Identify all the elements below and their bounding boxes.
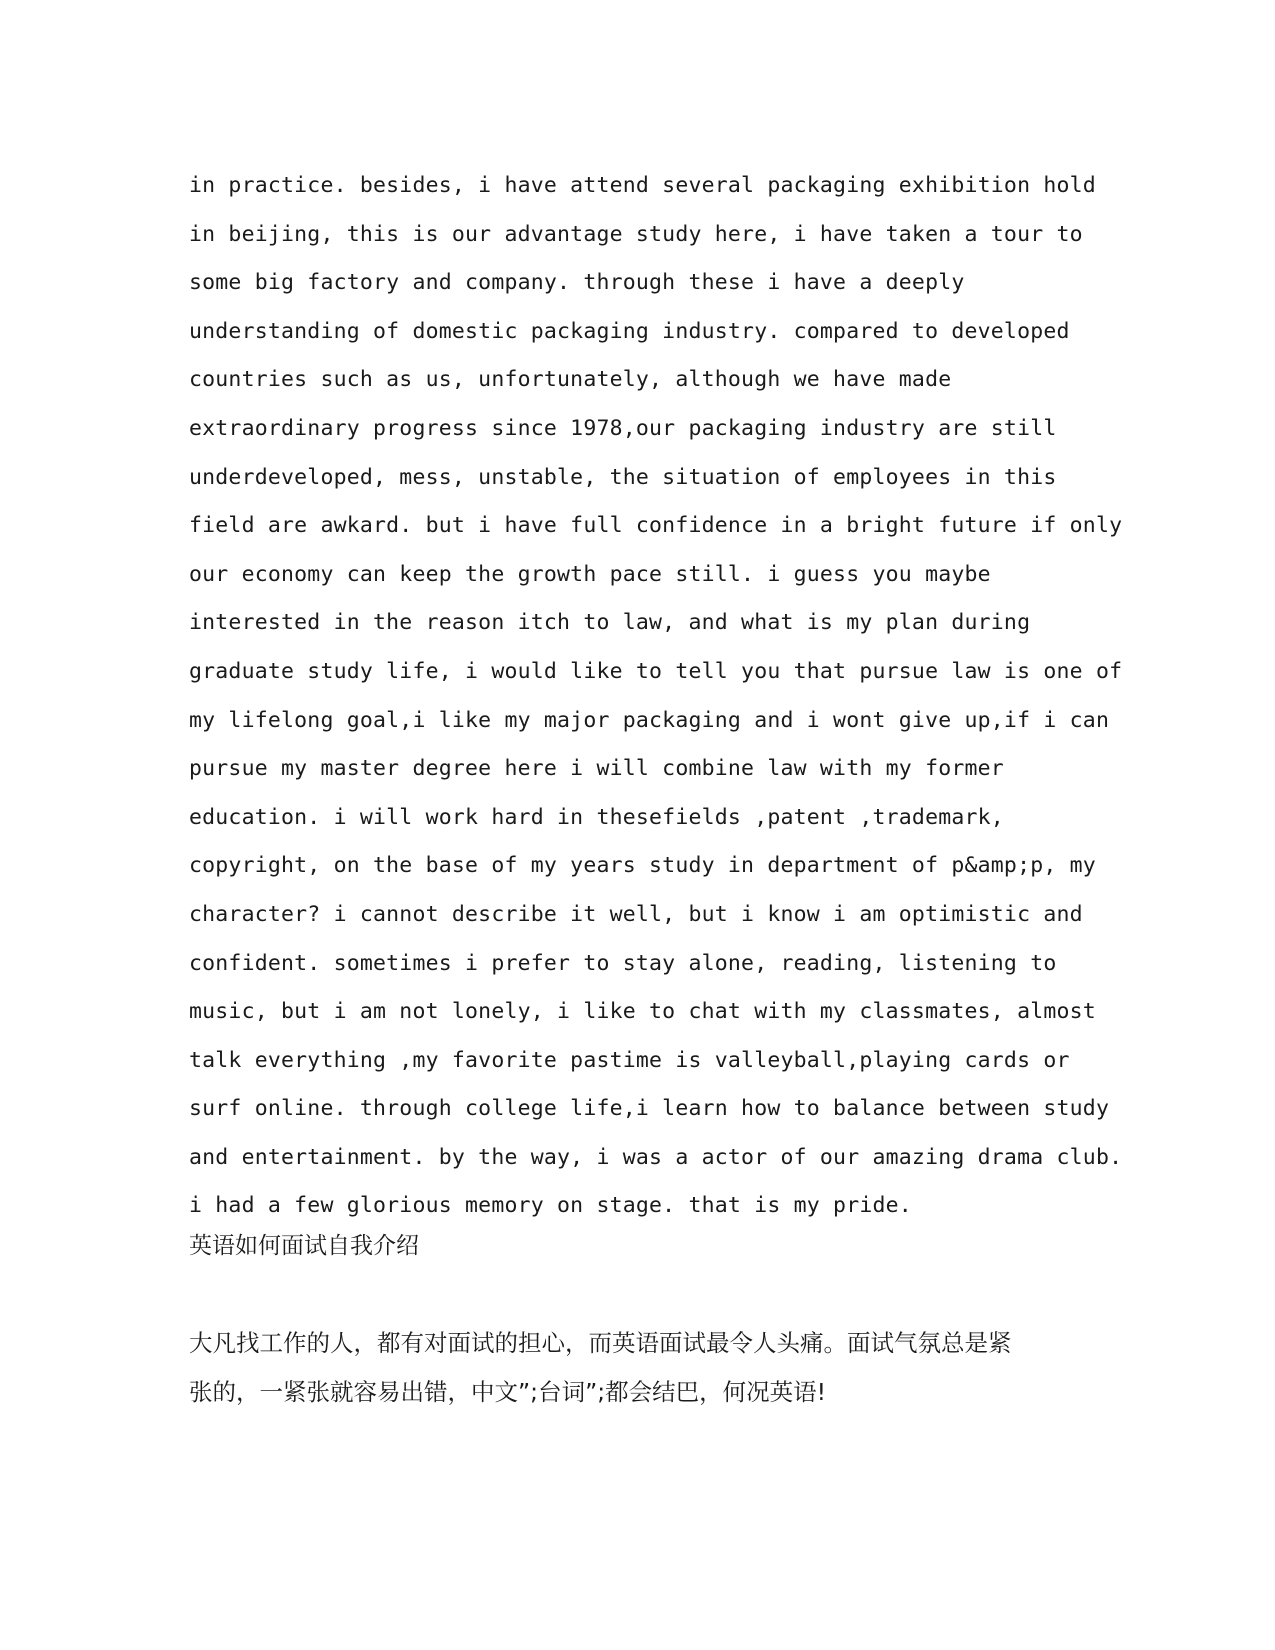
text-line: music, but i am not lonely, i like to chat with my classmates, almost: [189, 999, 1096, 1025]
text-line: 大凡找工作的人，都有对面试的担心，而英语面试最令人头痛。面试气氛总是紧: [189, 1329, 1012, 1357]
text-line: character? i cannot describe it well, but i know i am optimistic and: [189, 901, 1083, 927]
text-line: some big factory and company. through these i have a deeply: [189, 270, 965, 296]
section-heading: 英语如何面试自我介绍: [189, 1233, 419, 1259]
text-line: field are awkard. but i have full confidence in a bright future if only: [189, 513, 1123, 539]
text-line: pursue my master degree here i will combine law with my former: [189, 756, 1004, 782]
text-line: graduate study life, i would like to tell you that pursue law is one of: [189, 658, 1123, 684]
text-line: i had a few glorious memory on stage. that is my pride.: [189, 1193, 912, 1219]
text-line: copyright, on the base of my years study in department of p&amp;p, my: [189, 853, 1096, 879]
text-line: my lifelong goal,i like my major packaging and i wont give up,if i can: [189, 707, 1110, 733]
text-line: talk everything ,my favorite pastime is valleyball,playing cards or: [189, 1047, 1070, 1073]
text-line: and entertainment. by the way, i was a actor of our amazing drama club.: [189, 1144, 1123, 1170]
text-line: interested in the reason itch to law, and what is my plan during: [189, 610, 1031, 636]
text-line: confident. sometimes i prefer to stay alone, reading, listening to: [189, 950, 1057, 976]
english-paragraph: [189, 162, 1123, 1231]
text-line: 张的，一紧张就容易出错，中文”;台词”;都会结巴，何况英语!: [189, 1377, 827, 1406]
text-line: in practice. besides, i have attend several packaging exhibition hold: [189, 173, 1096, 198]
text-line: understanding of domestic packaging industry. compared to developed: [189, 318, 1070, 344]
chinese-paragraph: [189, 1319, 1089, 1416]
text-line: countries such as us, unfortunately, although we have made: [189, 367, 952, 393]
text-line: education. i will work hard in thesefields ,patent ,trademark,: [189, 804, 1004, 830]
text-line: extraordinary progress since 1978,our packaging industry are still: [189, 415, 1057, 441]
text-line: underdeveloped, mess, unstable, the situation of employees in this: [189, 464, 1057, 490]
text-line: our economy can keep the growth pace still. i guess you maybe: [189, 561, 991, 587]
text-line: surf online. through college life,i learn how to balance between study: [189, 1096, 1110, 1122]
text-line: in beijing, this is our advantage study here, i have taken a tour to: [189, 221, 1083, 247]
